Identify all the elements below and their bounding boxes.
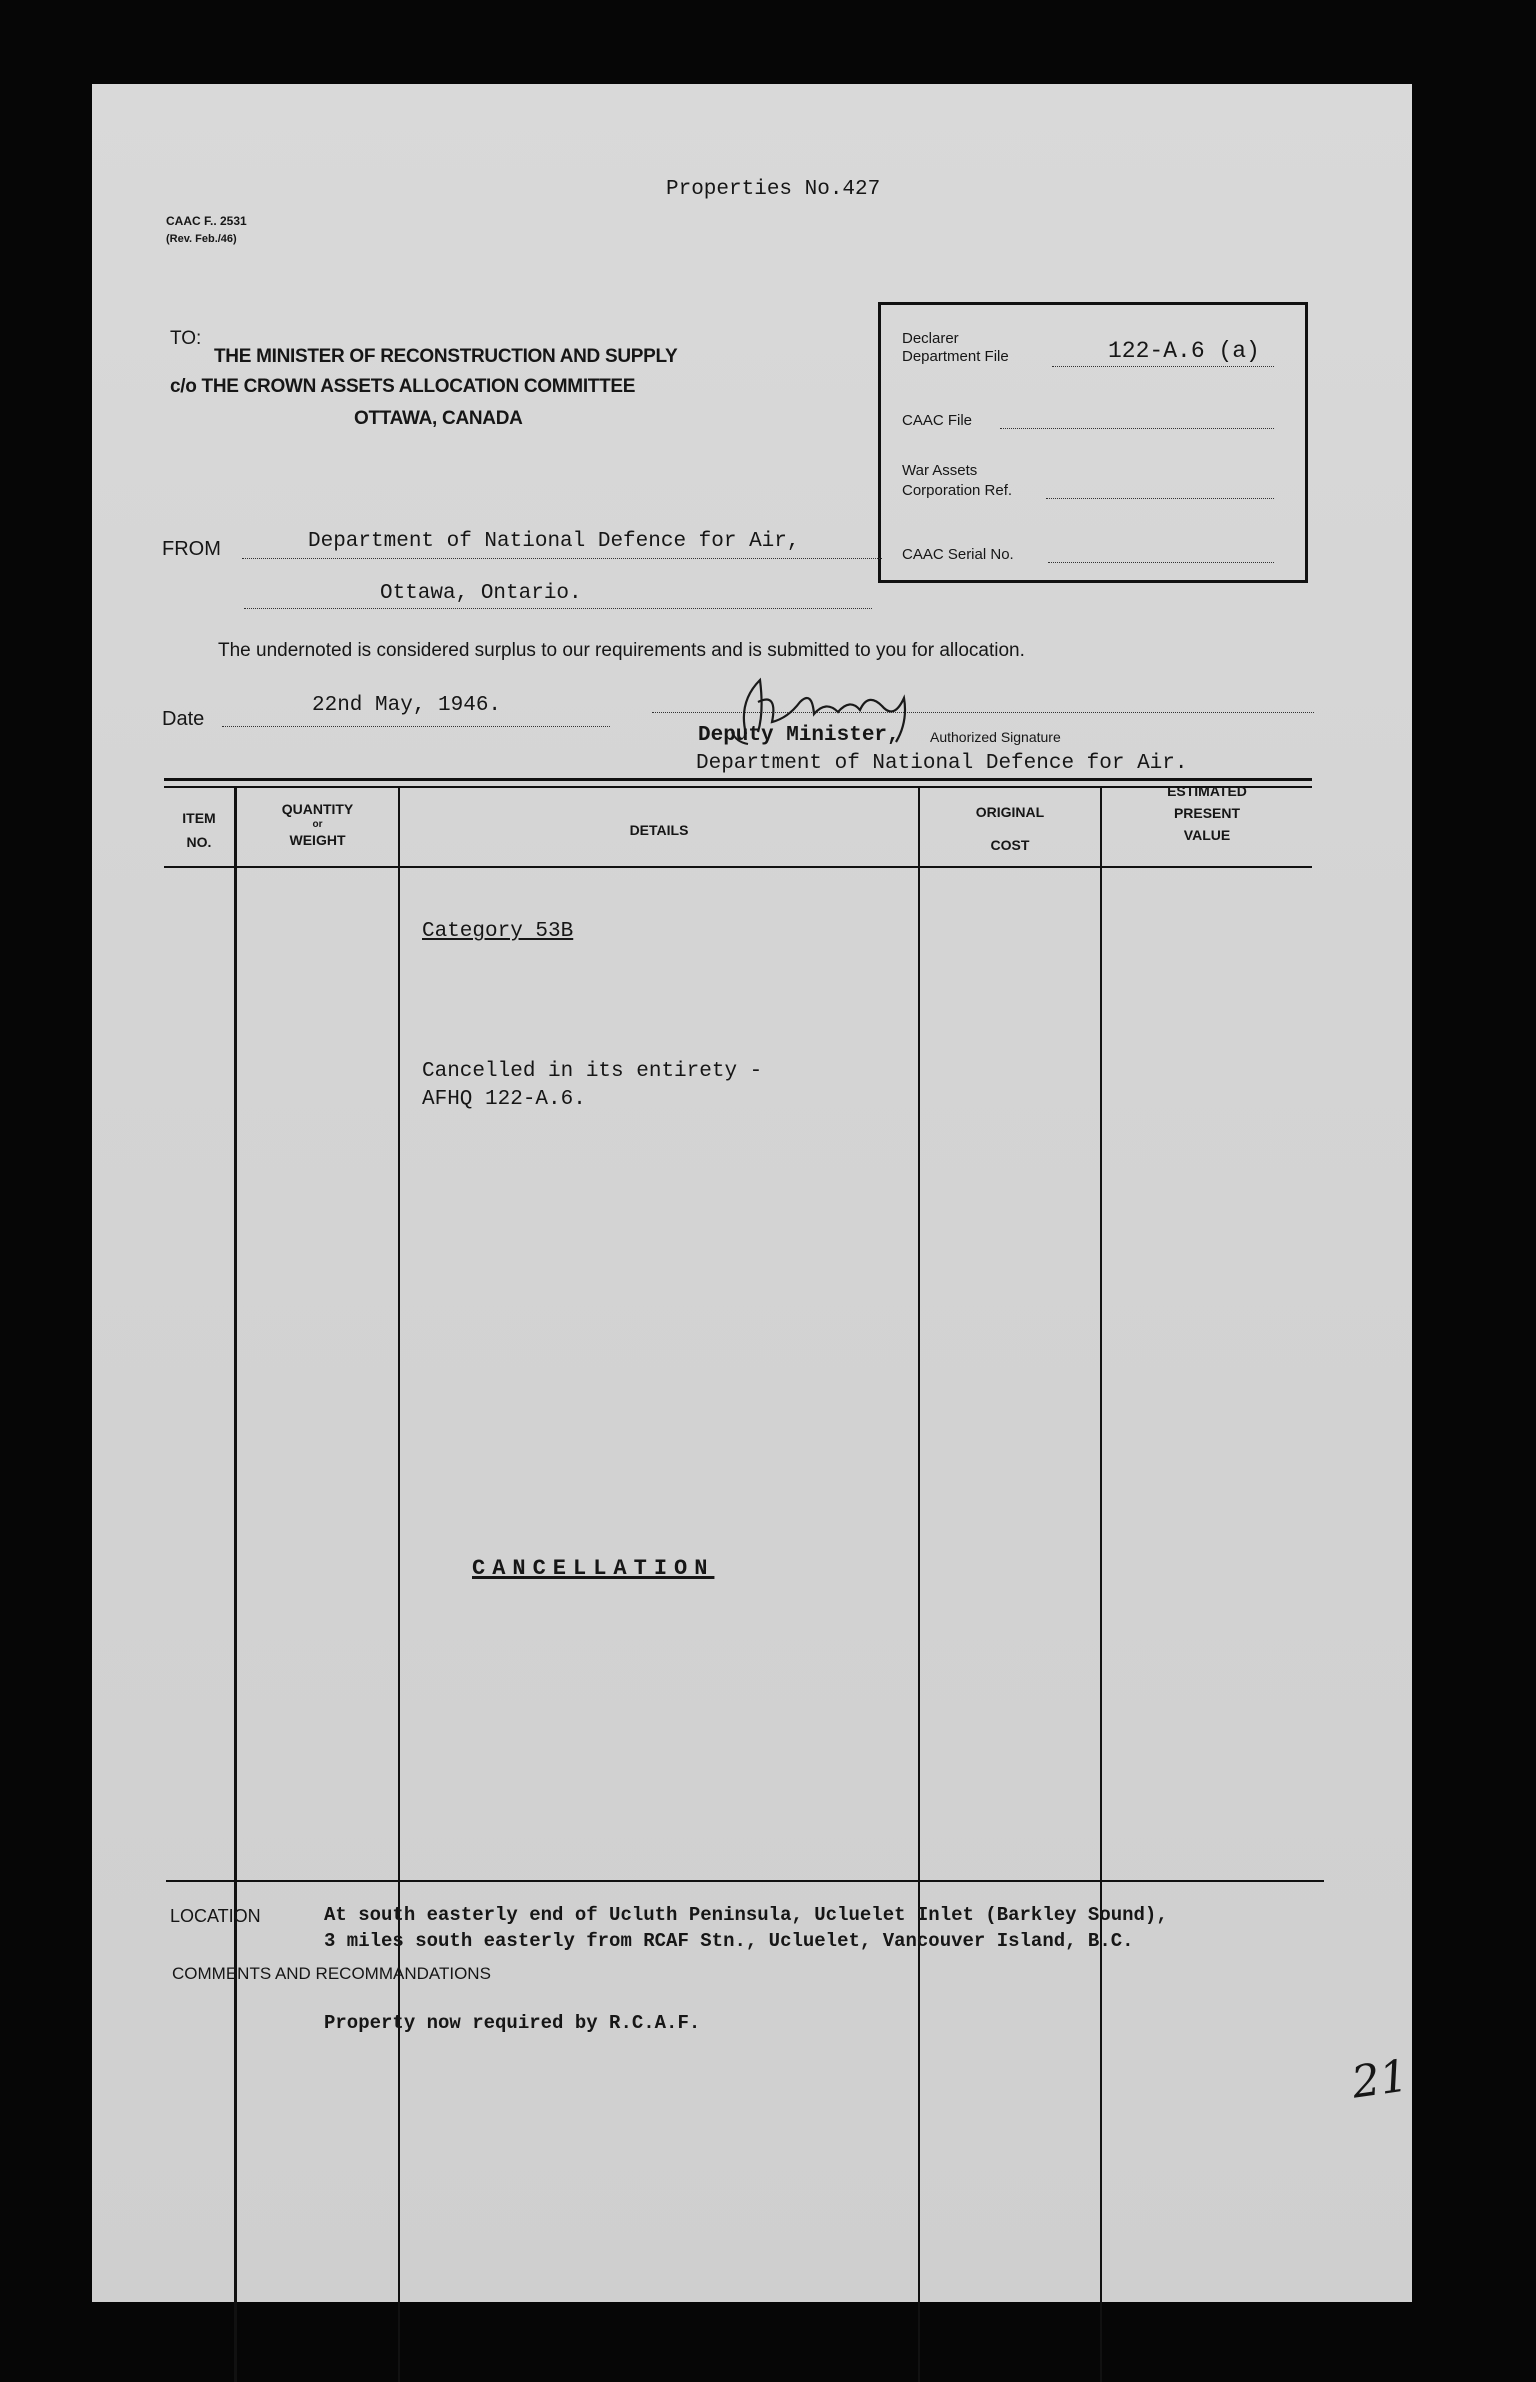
department-file-value: 122-A.6 (a) xyxy=(1108,338,1260,364)
header-value-text-1: ESTIMATED xyxy=(1167,783,1247,799)
form-code: CAAC F.. 2531 xyxy=(166,214,247,228)
from-line-1: Department of National Defence for Air, xyxy=(308,530,800,553)
from-line-2: Ottawa, Ontario. xyxy=(380,582,582,605)
form-revision: (Rev. Feb./46) xyxy=(166,233,237,245)
header-qty-text-2: or xyxy=(312,819,323,830)
header-qty-text-1: QUANTITY xyxy=(281,801,354,817)
details-line-1: Cancelled in its entirety - xyxy=(422,1060,763,1083)
signature-caption: Authorized Signature xyxy=(930,729,1061,745)
addressee-line-1: THE MINISTER OF RECONSTRUCTION AND SUPPLY xyxy=(214,346,678,367)
date-value: 22nd May, 1946. xyxy=(312,694,502,717)
header-item-text-2: NO. xyxy=(186,834,212,850)
header-details: DETAILS xyxy=(629,822,689,838)
document-sheet xyxy=(92,84,1412,2302)
properties-number: Properties No.427 xyxy=(666,178,881,201)
location-label: LOCATION xyxy=(170,1906,261,1926)
table-col-divider-1 xyxy=(234,786,237,2382)
addressee-line-2: c/o THE CROWN ASSETS ALLOCATION COMMITTEE xyxy=(170,376,636,397)
details-line-2: AFHQ 122-A.6. xyxy=(422,1088,586,1111)
corporation-ref-rule xyxy=(1046,498,1274,499)
cancellation-stamp: CANCELLATION xyxy=(472,1556,715,1581)
header-cost-text-1: ORIGINAL xyxy=(975,804,1045,820)
caac-serial-rule xyxy=(1048,562,1274,563)
department-file-rule xyxy=(1052,366,1274,367)
header-present-value xyxy=(1102,780,1312,846)
caac-serial-label: CAAC Serial No. xyxy=(902,546,1014,563)
table-col-divider-2 xyxy=(398,786,400,2382)
date-rule xyxy=(222,726,610,727)
header-value-text-3: VALUE xyxy=(1183,827,1231,843)
table-bottom-rule xyxy=(166,1880,1324,1882)
header-value-text-2: PRESENT xyxy=(1173,805,1241,821)
page-number: 21 xyxy=(1348,2050,1412,2109)
comments-text: Property now required by R.C.A.F. xyxy=(324,2012,701,2034)
comments-label: COMMENTS AND RECOMMANDATIONS xyxy=(172,1964,491,1983)
date-label: Date xyxy=(162,708,205,730)
caac-file-label: CAAC File xyxy=(902,412,973,429)
location-line-2: 3 miles south easterly from RCAF Stn., Ucluelet, Vancouver Island, B.C. xyxy=(324,1930,1134,1952)
table-col-divider-4 xyxy=(1100,786,1102,2382)
header-qty-text-3: WEIGHT xyxy=(289,832,346,848)
header-item-no xyxy=(164,806,234,854)
to-label: TO: xyxy=(170,328,202,349)
header-cost-text-2: COST xyxy=(990,837,1030,853)
header-original-cost xyxy=(920,796,1100,862)
table-col-divider-3 xyxy=(918,786,920,2382)
war-assets-label: War Assets xyxy=(902,462,978,479)
from-label: FROM xyxy=(162,538,221,560)
location-line-1: At south easterly end of Ucluth Peninsula, Ucluelet Inlet (Barkley Sound), xyxy=(324,1904,1168,1926)
signer-department: Department of National Defence for Air. xyxy=(696,752,1188,775)
from-rule-1 xyxy=(242,558,882,559)
header-quantity xyxy=(237,800,398,850)
header-item-text-1: ITEM xyxy=(182,810,216,826)
details-category: Category 53B xyxy=(422,920,574,943)
surplus-statement: The undernoted is considered surplus to our requirements and is submitted to you for allocation. xyxy=(218,640,1025,661)
declarer-label: Declarer xyxy=(902,330,959,347)
caac-file-rule xyxy=(1000,428,1274,429)
from-rule-2 xyxy=(244,608,872,609)
table-header-rule xyxy=(164,866,1312,868)
corporation-ref-label: Corporation Ref. xyxy=(902,482,1013,499)
signer-title: Deputy Minister, xyxy=(698,724,900,747)
addressee-line-3: OTTAWA, CANADA xyxy=(354,408,523,429)
department-file-label: Department File xyxy=(902,348,1009,365)
